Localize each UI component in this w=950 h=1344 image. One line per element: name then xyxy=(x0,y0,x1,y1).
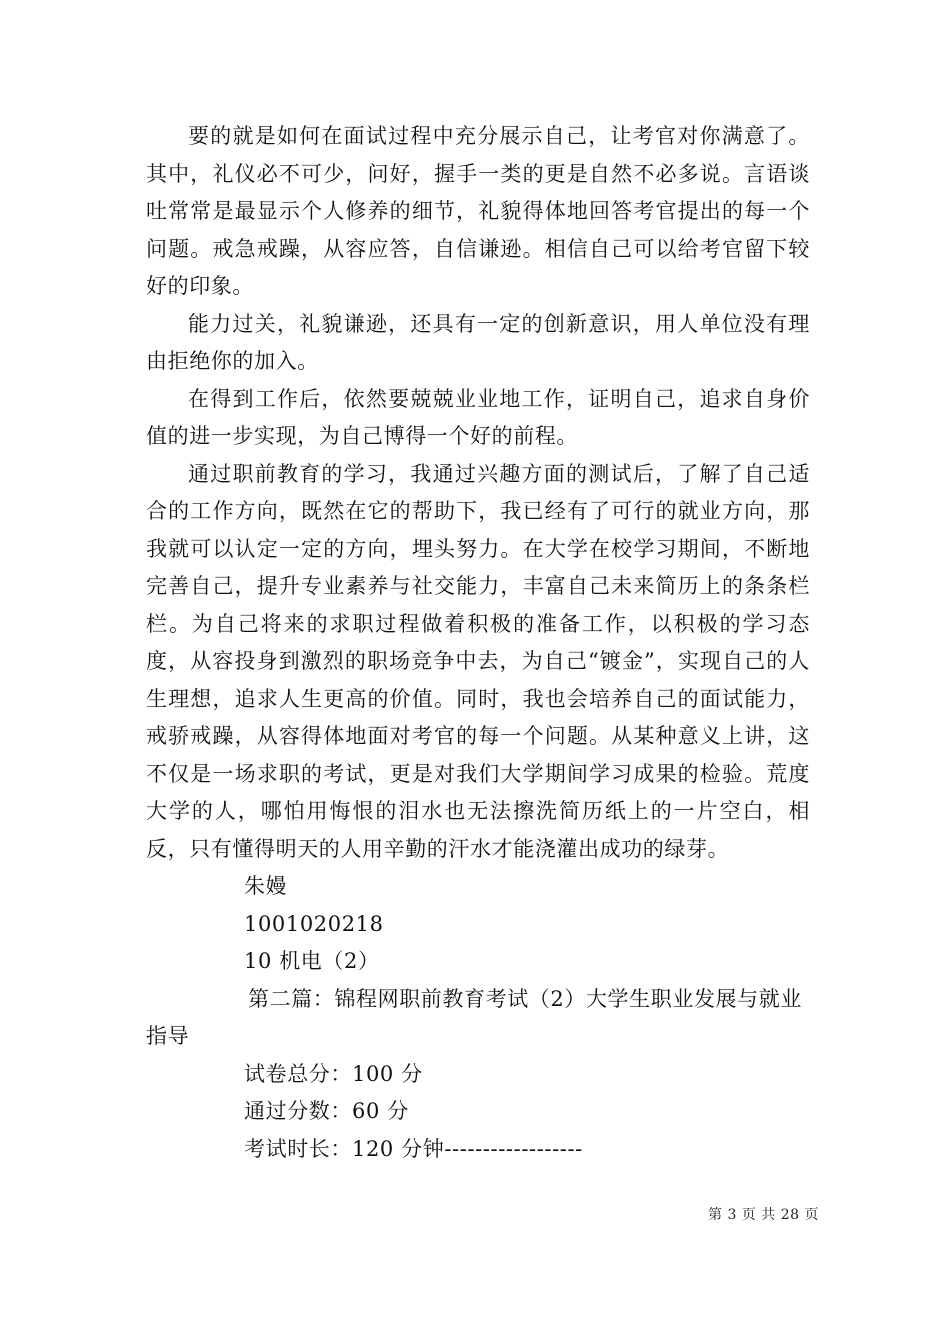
document-body xyxy=(146,118,810,1168)
paragraph-summary: 通过职前教育的学习，我通过兴趣方面的测试后，了解了自己适合的工作方向，既然在它的帮助下，我已经有了可行的就业方向，那我就可以认定一定的方向，埋头努力。在大学在校学习期间，不断地完善自己，提升专业素养与社交能力，丰富自己未来简历上的条条栏栏。为自己将来的求职过程做着积极的准备工作，以积极的学习态度，从容投身到激烈的职场竞争中去，为自己“镀金”，实现自己的人生理想，追求人生更高的价值。同时，我也会培养自己的面试能力，戒骄戒躁，从容得体地面对考官的每一个问题。从某种意义上讲，这不仅是一场求职的考试，更是对我们大学期间学习成果的检验。荒度大学的人，哪怕用悔恨的泪水也无法擦洗简历纸上的一片空白，相反，只有懂得明天的人用辛勤的汗水才能浇灌出成功的绿芽。 xyxy=(146,461,810,861)
paragraph-interview: 要的就是如何在面试过程中充分展示自己，让考官对你满意了。其中，礼仪必不可少，问好，握手一类的更是自然不必多说。言语谈吐常常是最显示个人修养的细节，礼貌得体地回答考官提出的每一个问题。戒急戒躁，从容应答，自信谦逊。相信自己可以给考官留下较好的印象。 xyxy=(146,124,810,298)
signature-name: 朱嫚 xyxy=(244,874,288,898)
paragraph-after-job: 在得到工作后，依然要兢兢业业地工作，证明自己，追求自身价值的进一步实现，为自己博得一个好的前程。 xyxy=(146,386,810,448)
signature-class: 10 机电（2） xyxy=(244,949,380,973)
paragraph-ability: 能力过关，礼貌谦逊，还具有一定的创新意识，用人单位没有理由拒绝你的加入。 xyxy=(146,311,810,373)
exam-duration: 考试时长：120 分钟------------------ xyxy=(244,1136,583,1161)
exam-total-score: 试卷总分：100 分 xyxy=(244,1061,423,1086)
exam-passing-score: 通过分数：60 分 xyxy=(244,1099,409,1123)
signature-student-id: 1001020218 xyxy=(244,911,384,936)
section-heading: 第二篇：锦程网职前教育考试（2）大学生职业发展与就业指导 xyxy=(146,986,802,1048)
page-number-footer: 第 3 页 共 28 页 xyxy=(708,1207,819,1223)
